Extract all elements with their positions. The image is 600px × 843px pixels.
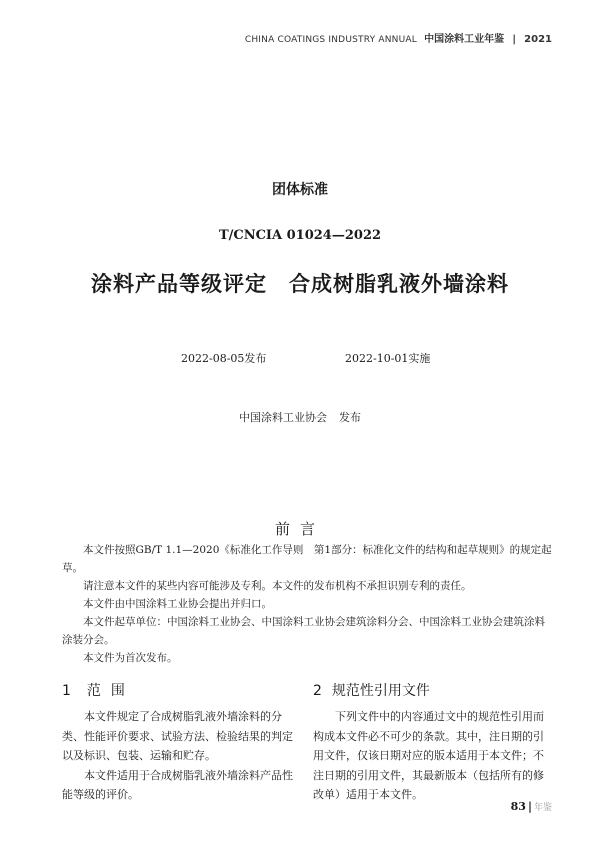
foreword-paragraph: 请注意本文件的某些内容可能涉及专利。本文件的发布机构不承担识别专利的责任。 <box>83 580 472 592</box>
running-header <box>245 30 552 45</box>
foreword-body <box>62 541 552 667</box>
foreword-heading: 前言 <box>274 520 325 538</box>
section-2-paragraph: 下列文件中的内容通过文中的规范性引用而构成本文件必不可少的条款。其中，注日期的引用文件，仅该日期对应的版本适用于本文件；不注日期的引用文件，其最新版本（包括所有的修改单）适用于本文件。 <box>313 710 544 801</box>
footer-separator: | <box>527 800 532 813</box>
standard-type: 团体标准 <box>272 182 328 198</box>
section-1-number: 1 <box>62 683 71 699</box>
title-part-2: 合成树脂乳液外墙涂料 <box>289 272 509 296</box>
section-2-body <box>313 707 544 805</box>
header-chinese-title: 中国涂料工业年鉴 <box>424 34 505 45</box>
publish-date: 2022-08-05 <box>181 352 245 365</box>
page-number: 83 <box>510 800 526 813</box>
implement-date-line <box>345 350 430 366</box>
standard-code: T/CNCIA 01024—2022 <box>218 228 382 243</box>
section-1-heading <box>62 680 125 700</box>
header-year: 2021 <box>524 34 552 45</box>
section-1-paragraph: 本文件适用于合成树脂乳液外墙涂料产品性能等级的评价。 <box>62 768 293 801</box>
issuer-action: 发布 <box>339 411 361 424</box>
issuer-line <box>0 409 600 425</box>
section-1-paragraph: 本文件规定了合成树脂乳液外墙涂料的分类、性能评价要求、试验方法、检验结果的判定以及标识、包装、运输和贮存。 <box>62 710 293 762</box>
publish-label: 发布 <box>244 352 267 365</box>
foreword-paragraph: 本文件起草单位：中国涂料工业协会、中国涂料工业协会建筑涂料分会、中国涂料工业协会建筑涂料涂装分会。 <box>62 616 545 646</box>
section-2-title: 规范性引用文件 <box>331 683 430 699</box>
section-1-title-char-2: 围 <box>110 683 125 699</box>
section-2-heading <box>313 680 430 700</box>
footer-label: 年鉴 <box>533 803 552 813</box>
standard-title <box>0 268 600 298</box>
publish-date-line <box>181 350 266 366</box>
title-part-1: 涂料产品等级评定 <box>91 272 267 296</box>
foreword-paragraph: 本文件由中国涂料工业协会提出并归口。 <box>83 598 272 610</box>
section-1-body <box>62 707 293 805</box>
section-2-number: 2 <box>313 683 322 699</box>
foreword-paragraph: 本文件按照GB/T 1.1—2020《标准化工作导则 第1部分：标准化文件的结构和起草规则》的规定起草。 <box>62 544 552 574</box>
section-1-title-char-1: 范 <box>86 683 101 699</box>
page-footer <box>511 800 552 813</box>
implement-date: 2022-10-01 <box>345 352 409 365</box>
header-separator: | <box>512 34 516 45</box>
header-english-title: CHINA COATINGS INDUSTRY ANNUAL <box>244 35 417 45</box>
issuer-name: 中国涂料工业协会 <box>239 411 327 424</box>
implement-label: 实施 <box>408 352 431 365</box>
foreword-paragraph: 本文件为首次发布。 <box>83 652 178 664</box>
